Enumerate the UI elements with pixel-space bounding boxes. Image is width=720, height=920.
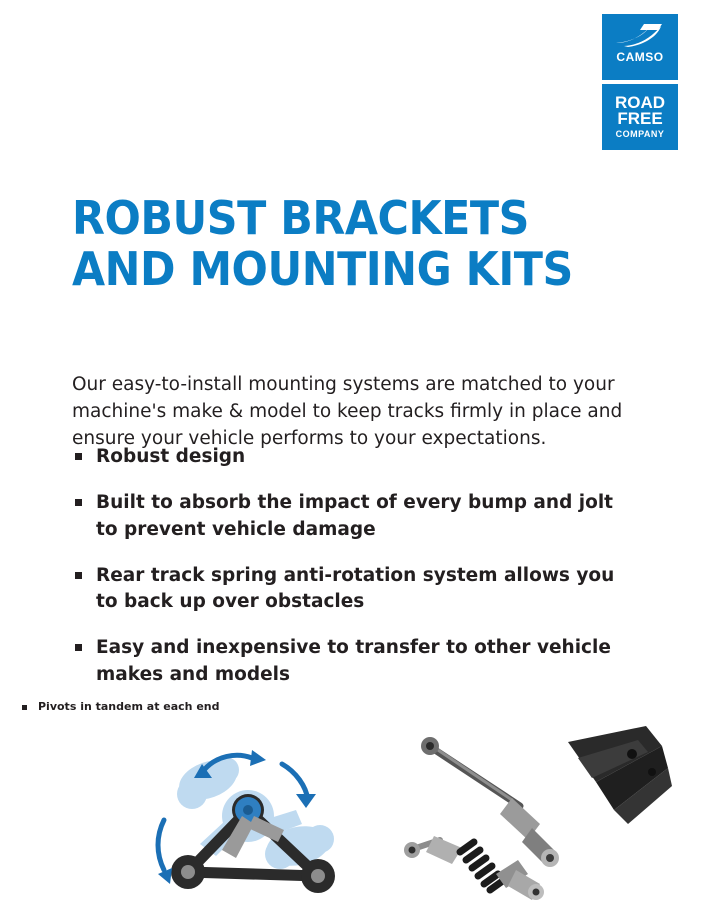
list-item: Rear track spring anti-rotation system allows you to back up over obstacles — [72, 563, 632, 616]
page-title-line-1: ROBUST BRACKETS — [72, 190, 529, 245]
camso-logo — [602, 14, 678, 150]
camso-logo-block — [602, 14, 678, 80]
badge-line-3: COMPANY — [615, 129, 665, 140]
rubber-track-pivot-diagram — [130, 724, 380, 914]
badge-line-2: FREE — [617, 109, 663, 129]
camso-swoosh-icon — [614, 22, 666, 48]
footnote-text: Pivots in tandem at each end — [22, 700, 220, 713]
mounting-bracket — [568, 726, 672, 824]
camso-wordmark: CAMSO — [616, 50, 664, 64]
feature-bullet-list — [72, 444, 632, 708]
anti-rotation-link — [404, 836, 544, 900]
list-item: Built to absorb the impact of every bump and jolt to prevent vehicle damage — [72, 490, 632, 543]
page-title — [72, 190, 593, 297]
road-free-company-badge — [602, 84, 678, 150]
page-title-line-2: AND MOUNTING KITS — [72, 242, 573, 297]
bracket-hardware-photo — [400, 724, 680, 914]
illustration-area — [0, 724, 720, 920]
list-item: Easy and inexpensive to transfer to other vehicle makes and models — [72, 635, 632, 688]
badge-line-1: ROAD — [614, 93, 666, 113]
list-item: Robust design — [72, 444, 632, 470]
intro-paragraph: Our easy-to-install mounting systems are matched to your machine's make & model to keep tracks firmly in place and ensure your vehicle performs to your expectations. — [72, 373, 623, 450]
